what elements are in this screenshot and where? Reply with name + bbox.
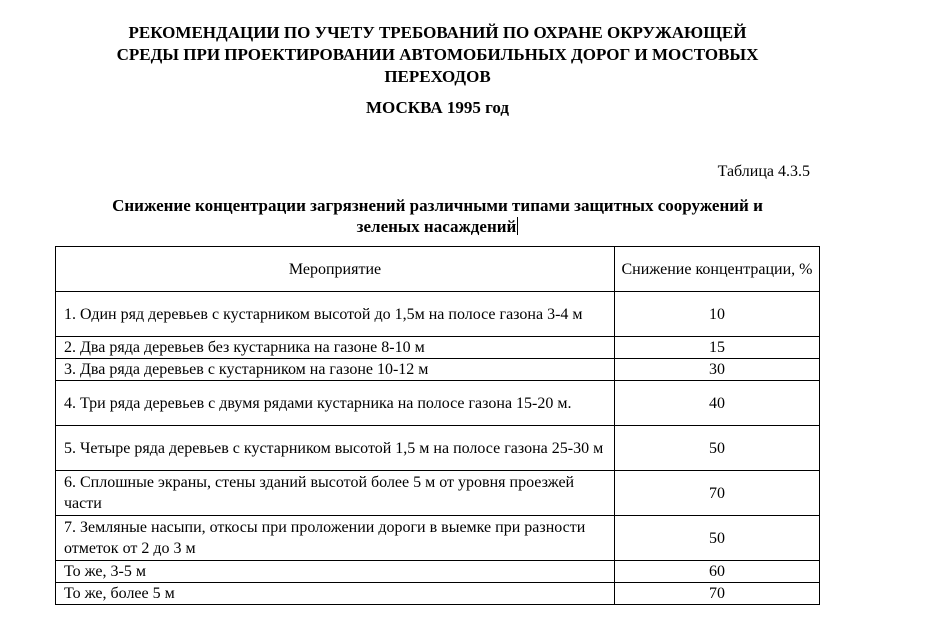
table-row: [56, 359, 820, 381]
text-cursor: [517, 217, 518, 235]
table-row: [56, 516, 820, 561]
table-row: [56, 561, 820, 583]
cell-reduction: 70: [615, 471, 820, 516]
cell-measure: 5. Четыре ряда деревьев с кустарником высотой 1,5 м на полосе газона 25-30 м: [56, 426, 615, 471]
cell-measure: 4. Три ряда деревьев с двумя рядами кустарника на полосе газона 15-20 м.: [56, 381, 615, 426]
cell-measure: То же, 3-5 м: [56, 561, 615, 583]
document-title: [60, 22, 815, 88]
cell-measure: 3. Два ряда деревьев с кустарником на газоне 10-12 м: [56, 359, 615, 381]
cell-reduction: 50: [615, 426, 820, 471]
caption-line-1: Снижение концентрации загрязнений различными типами защитных сооружений и: [112, 196, 763, 215]
city-year: МОСКВА 1995 год: [365, 98, 510, 117]
cell-measure: 7. Земляные насыпи, откосы при проложении дороги в выемке при разности отметок от 2 до 3 м: [56, 516, 615, 561]
table-header-row: [56, 247, 820, 292]
cell-measure: 1. Один ряд деревьев с кустарником высотой до 1,5м на полосе газона 3-4 м: [56, 292, 615, 337]
cell-reduction: 70: [615, 583, 820, 605]
table-row: [56, 471, 820, 516]
reduction-table: [55, 246, 820, 605]
table-caption: [40, 195, 835, 237]
cell-measure: 6. Сплошные экраны, стены зданий высотой более 5 м от уровня проезжей части: [56, 471, 615, 516]
table-row: [56, 381, 820, 426]
cell-measure: То же, более 5 м: [56, 583, 615, 605]
table-row: [56, 426, 820, 471]
cell-measure: 2. Два ряда деревьев без кустарника на газоне 8-10 м: [56, 337, 615, 359]
cell-reduction: 15: [615, 337, 820, 359]
cell-reduction: 60: [615, 561, 820, 583]
table-row: [56, 337, 820, 359]
table-row: [56, 292, 820, 337]
caption-line-2-text: зеленых насаждений: [356, 217, 517, 236]
cell-reduction: 30: [615, 359, 820, 381]
cell-reduction: 50: [615, 516, 820, 561]
caption-line-2: [40, 216, 835, 237]
cell-reduction: 40: [615, 381, 820, 426]
cell-reduction: 10: [615, 292, 820, 337]
title-line-3: ПЕРЕХОДОВ: [384, 67, 491, 86]
table-number: Таблица 4.3.5: [717, 163, 810, 180]
column-header-measure: Мероприятие: [56, 247, 615, 292]
column-header-reduction: Снижение концентрации, %: [615, 247, 820, 292]
title-line-1: РЕКОМЕНДАЦИИ ПО УЧЕТУ ТРЕБОВАНИЙ ПО ОХРАНЕ ОКРУЖАЮЩЕЙ: [128, 23, 747, 42]
table-row: [56, 583, 820, 605]
title-line-2: СРЕДЫ ПРИ ПРОЕКТИРОВАНИИ АВТОМОБИЛЬНЫХ ДОРОГ И МОСТОВЫХ: [116, 45, 759, 64]
